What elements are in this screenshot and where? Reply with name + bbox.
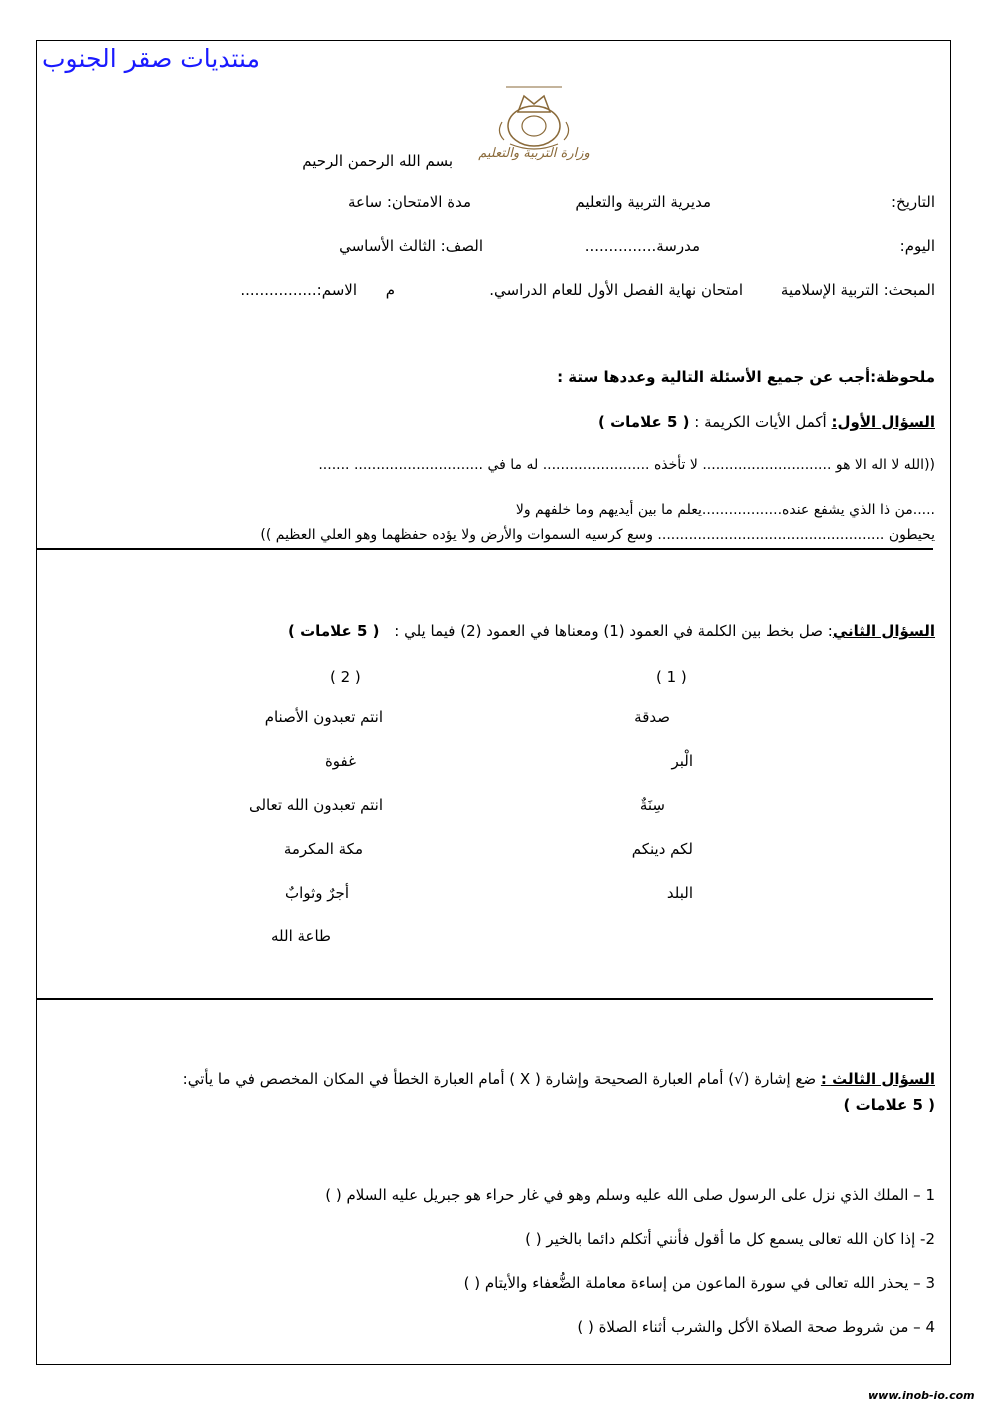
subject: المبحث: التربية الإسلامية (780, 281, 935, 299)
day-label: اليوم: (899, 237, 935, 255)
q2-col1-item: الْبر (671, 752, 693, 770)
exam-title: امتحان نهاية الفصل الأول للعام الدراسي. (489, 281, 743, 299)
q2-col1-item: البلد (666, 884, 693, 902)
q2-col2-item: طاعة الله (270, 927, 331, 945)
q2-marks: ( 5 علامات ) (288, 622, 380, 640)
q1-marks: ( 5 علامات ) (598, 413, 690, 431)
q3-item: 1 – الملك الذي نزل على الرسول صلى الله عليه وسلم وهو في غار حراء هو جبريل عليه السلام ( ) (325, 1186, 935, 1204)
forum-title: منتديات صقر الجنوب (42, 44, 260, 73)
q3-title: السؤال الثالث : (820, 1070, 935, 1088)
q1-title: السؤال الأول: (831, 413, 935, 431)
ministry-logo-text: وزارة التربية والتعليم (478, 146, 590, 161)
q1-line-2: .....من ذا الذي يشفع عنده..................يعلم ما بين أيديهم وما خلفهم ولا (515, 502, 935, 518)
q2-title: السؤال الثاني (832, 622, 935, 640)
q1-line-1: ((الله لا اله الا هو ............................. لا تأخذه ........................ له ما في ............................. ....... (318, 457, 935, 473)
student-name: الاسم:................ (240, 281, 357, 299)
q2-col2-header: ( 2 ) (330, 668, 361, 686)
q2-heading (288, 622, 935, 640)
q3-item: 4 – من شروط صحة الصلاة الأكل والشرب أثناء الصلاة ( ) (577, 1318, 935, 1336)
note: ملحوظة:أجب عن جميع الأسئلة التالية وعددها ستة : (557, 368, 935, 386)
q2-col2-item: مكة المكرمة (283, 840, 363, 858)
grade: الصف: الثالث الأساسي (339, 237, 483, 255)
q1-line-3: يحيطون ................................................... وسع كرسيه السموات والأرض ولا يؤده حفظهما وهو العلي العظيم )) (260, 527, 935, 543)
q3-marks: ( 5 علامات ) (843, 1096, 935, 1114)
year-suffix: م (385, 281, 395, 299)
q2-col2-item: انتم تعبدون الأصنام (264, 708, 383, 726)
q1-text: أكمل الأيات الكريمة : (694, 413, 827, 431)
q2-col2-item: غفوة (324, 752, 356, 770)
q2-col2-item: أجرٌ وثوابٌ (285, 884, 349, 902)
q3-item: 3 – يحذر الله تعالى في سورة الماعون من إساءة معاملة الضُّعفاء والأيتام ( ) (463, 1274, 935, 1292)
q3-heading (183, 1070, 935, 1088)
q3-item: 2- إذا كان الله تعالى يسمع كل ما أقول فأنني أتكلم دائما بالخير ( ) (525, 1230, 935, 1248)
q2-col2-item: انتم تعبدون الله تعالى (248, 796, 383, 814)
footer-url[interactable]: www.inob-io.com (868, 1389, 975, 1402)
exam-duration: مدة الامتحان: ساعة (347, 193, 471, 211)
q2-col1-item: سِنَةٌ (639, 796, 665, 814)
q3-text: ضع إشارة (√) أمام العبارة الصحيحة وإشارة ( Ⅹ ) أمام العبارة الخطأ في المكان المخصص في ما يأتي: (182, 1070, 817, 1088)
q2-col1-header: ( 1 ) (656, 668, 687, 686)
divider-2 (36, 998, 933, 1000)
date-label: التاريخ: (891, 193, 935, 211)
school: مدرسة............... (584, 237, 700, 255)
q2-col1-item: لكم دينكم (631, 840, 693, 858)
page-frame (36, 40, 951, 1365)
basmala: بسم الله الرحمن الرحيم (302, 152, 453, 170)
ministry-logo (466, 82, 602, 172)
q2-text: : صل بخط بين الكلمة في العمود (1) ومعناها في العمود (2) فيما يلي : (394, 622, 833, 640)
q2-col1-item: صدقة (634, 708, 670, 726)
directorate: مديرية التربية والتعليم (575, 193, 711, 211)
divider-1 (36, 548, 933, 550)
q1-heading (598, 413, 935, 431)
